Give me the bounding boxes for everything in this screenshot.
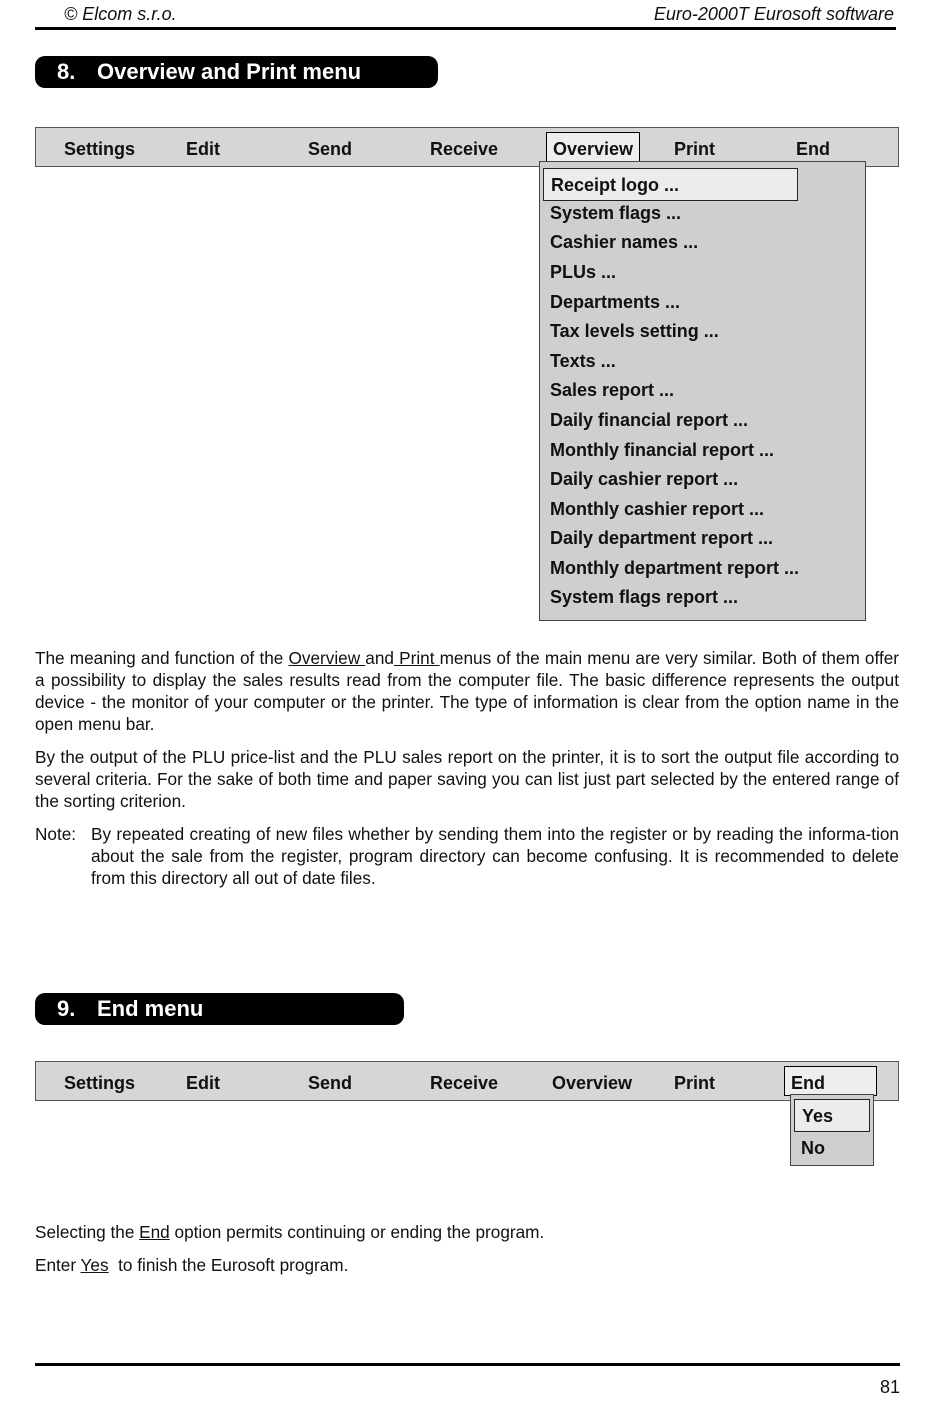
- s9-p1-text-a: Selecting the: [35, 1222, 140, 1242]
- menu-overview[interactable]: Overview: [546, 132, 640, 162]
- menu-edit[interactable]: Edit: [186, 139, 220, 159]
- s9-yes-term: Yes: [80, 1255, 109, 1275]
- dropdown-item-tax-levels[interactable]: Tax levels setting ...: [550, 321, 719, 341]
- menu-send[interactable]: Send: [308, 1073, 353, 1093]
- section-9-number: 9.: [57, 996, 76, 1021]
- dropdown-item-system-flags[interactable]: System flags ...: [550, 203, 682, 223]
- menu-edit[interactable]: Edit: [186, 1073, 220, 1093]
- menu-send[interactable]: Send: [308, 139, 353, 159]
- end-dropdown: [790, 1094, 874, 1166]
- overview-dropdown: [539, 161, 866, 621]
- menu-print[interactable]: Print: [674, 139, 716, 159]
- dropdown-item-texts[interactable]: Texts ...: [550, 351, 616, 371]
- header-rule: [35, 27, 896, 30]
- menu-end[interactable]: End: [784, 1066, 877, 1096]
- s9-p1-text-b: option permits continuing or ending the program.: [169, 1222, 545, 1242]
- menu-end[interactable]: End: [796, 139, 830, 159]
- dropdown-item-receipt-logo[interactable]: Receipt logo ...: [543, 168, 798, 201]
- dropdown-item-yes[interactable]: Yes: [794, 1099, 870, 1132]
- footer-rule: [35, 1363, 900, 1366]
- dropdown-item-daily-department[interactable]: Daily department report ...: [550, 528, 774, 548]
- menubar-end: [35, 1061, 899, 1101]
- dropdown-item-monthly-cashier[interactable]: Monthly cashier report ...: [550, 499, 765, 519]
- section-8-paragraph-2: By the output of the PLU price-list and the PLU sales report on the printer, it is to sort the output file according to several criteria. For the sake of both time and paper saving you can list just part selected by the entered range of the sorting criterion.: [35, 747, 899, 811]
- section-8-title-text: Overview and Print menu: [97, 59, 362, 84]
- dropdown-item-daily-cashier[interactable]: Daily cashier report ...: [550, 469, 739, 489]
- note-text: By repeated creating of new files whether by sending them into the register or by reading the informa-tion about the sale from the register, program directory can become confusing. It is recommended to delete from this directory all out of date files.: [91, 824, 899, 888]
- dropdown-item-sales-report[interactable]: Sales report ...: [550, 380, 675, 400]
- dropdown-item-system-flags-report[interactable]: System flags report ...: [550, 587, 739, 607]
- section-9-paragraph-2: [35, 1254, 899, 1276]
- s9-p2-text-b: to finish the Eurosoft program.: [108, 1255, 349, 1275]
- dropdown-item-monthly-financial[interactable]: Monthly financial report ...: [550, 440, 775, 460]
- p1-print-term: Print: [393, 648, 440, 668]
- dropdown-item-daily-financial[interactable]: Daily financial report ...: [550, 410, 749, 430]
- section-9-title: [35, 993, 404, 1025]
- dropdown-item-cashier-names[interactable]: Cashier names ...: [550, 232, 699, 252]
- p1-text-and: and: [365, 648, 394, 668]
- section-8-title: [35, 56, 438, 88]
- dropdown-item-no[interactable]: No: [801, 1138, 825, 1158]
- menu-print[interactable]: Print: [674, 1073, 716, 1093]
- s9-end-term: End: [139, 1222, 170, 1242]
- header-product: Euro-2000T Eurosoft software: [653, 4, 894, 24]
- menu-settings[interactable]: Settings: [64, 1073, 136, 1093]
- s9-p2-text-a: Enter: [35, 1255, 81, 1275]
- menu-overview[interactable]: Overview: [552, 1073, 633, 1093]
- dropdown-item-departments[interactable]: Departments ...: [550, 292, 681, 312]
- p1-text-b: menus of the main menu are very similar. Both of them offer a possibility to display the sales results read from the computer file. The basic difference represents the output device - the monitor of your computer or the printer. The type of information is clear from the option name in the open menu bar.: [35, 648, 900, 734]
- menu-receive[interactable]: Receive: [430, 139, 499, 159]
- header-copyright: © Elcom s.r.o.: [64, 4, 177, 24]
- dropdown-item-monthly-department[interactable]: Monthly department report ...: [550, 558, 800, 578]
- note-label: Note:: [35, 824, 77, 844]
- menu-receive[interactable]: Receive: [430, 1073, 499, 1093]
- section-8-number: 8.: [57, 59, 76, 84]
- section-8-paragraph-1: [35, 647, 899, 735]
- menu-settings[interactable]: Settings: [64, 139, 136, 159]
- p1-text-a: The meaning and function of the: [35, 648, 289, 668]
- page-number: 81: [879, 1377, 900, 1397]
- section-9-title-text: End menu: [97, 996, 204, 1021]
- dropdown-item-plus[interactable]: PLUs ...: [550, 262, 617, 282]
- section-9-paragraph-1: [35, 1221, 899, 1243]
- p1-overview-term: Overview: [288, 648, 366, 668]
